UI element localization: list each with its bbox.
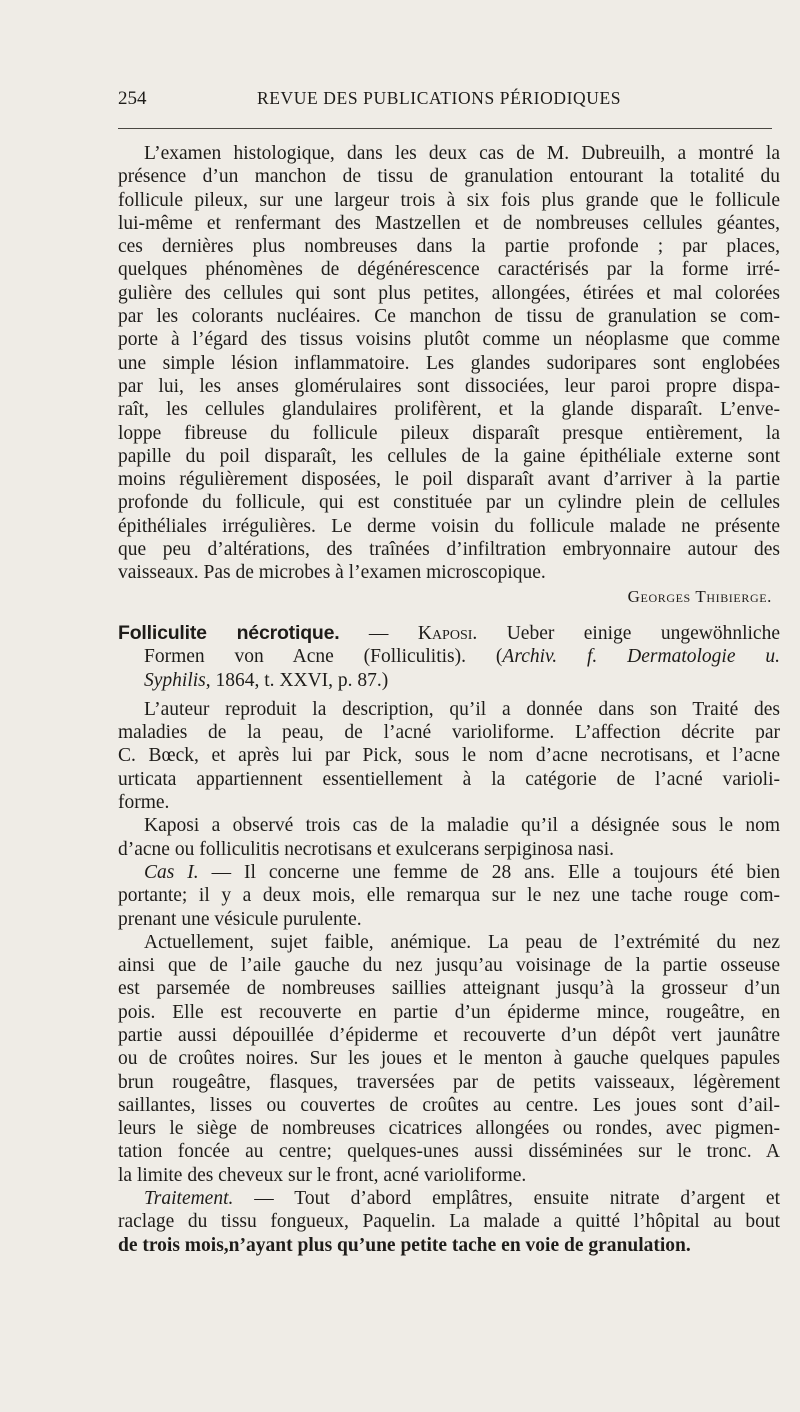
text-line: par lui, les anses glomérulaires sont dissociées, leur paroi propre dispa- — [118, 375, 780, 397]
text-line: leurs le siège de nombreuses cicatrices allongées ou rondes, avec pigmen- — [118, 1118, 780, 1140]
text-line: maladies de la peau, de l’acné varioliforme. L’affection décrite par — [118, 722, 780, 744]
text-line: la limite des cheveux sur le front, acné varioliforme. — [118, 1164, 527, 1186]
text-line: Actuellement, sujet faible, anémique. La peau de l’extrémité du nez — [144, 931, 780, 953]
citation-paren: ( — [495, 646, 503, 668]
text-line: quelques phénomènes de dégénérescence caractérisés par la forme irré- — [118, 259, 780, 281]
journal-name-cont: Syphilis — [144, 669, 206, 691]
text-line: lui-même et renfermant des Mastzellen et de nombreuses cellules géantes, — [118, 212, 780, 234]
text-line: gulière des cellules qui sont plus petites, allongées, étirées et mal colorées — [118, 282, 780, 304]
running-header — [118, 88, 778, 116]
text-line: que peu d’altérations, des traînées d’infiltration embryonnaire autour des — [118, 539, 780, 561]
paragraph-description — [118, 698, 780, 814]
text-line: follicule pileux, sur une largeur trois à six fois plus grande que le follicule — [118, 189, 780, 211]
author-signature: Georges Thibierge. — [627, 586, 772, 606]
text-line: Kaposi a observé trois cas de la maladie qu’il a désignée sous le nom — [144, 815, 780, 837]
citation-text: Ueber einige ungewöhnliche — [477, 622, 780, 644]
text-line: ces dernières plus nombreuses dans la partie profonde ; par places, — [118, 236, 780, 258]
text-line: partie aussi dépouillée d’épiderme et recouverte d’un dépôt vert jaunâtre — [118, 1024, 780, 1046]
text-line: raît, les cellules glandulaires prolifèrent, et la glande disparaît. L’enve- — [118, 399, 780, 421]
text-line: ou de croûtes noires. Sur les joues et le menton à gauche quelques papules — [118, 1048, 780, 1070]
text-line: ainsi que de l’aile gauche du nez jusqu’au voisinage de la partie osseuse — [118, 955, 780, 977]
text-line — [118, 1187, 780, 1210]
case-label: Cas I. — [144, 861, 199, 883]
citation-dash: — — [339, 622, 418, 644]
text-line: L’auteur reproduit la description, qu’il a donnée dans son Traité des — [144, 698, 780, 720]
text-line: C. Bœck, et après lui par Pick, sous le nom d’acne necrotisans, et l’acne — [118, 745, 780, 767]
text-line: par les colorants nucléaires. Ce manchon de tissu de granulation se com- — [118, 306, 780, 328]
spacer — [118, 608, 780, 622]
text-line: portante; il y a deux mois, elle remarqua sur le nez une tache rouge com- — [118, 885, 780, 907]
paragraph-cases — [118, 814, 780, 861]
page-body — [118, 142, 780, 1257]
text-line: tation foncée au centre; quelques-unes aussi disséminées sur le tronc. A — [118, 1141, 780, 1163]
text-line: est parsemée de nombreuses saillies atteignant jusqu’à la grosseur d’un — [118, 978, 780, 1000]
text-line: vaisseaux. Pas de microbes à l’examen microscopique. — [118, 562, 546, 584]
treatment-text: — Tout d’abord emplâtres, ensuite nitrate d’argent et — [233, 1188, 780, 1210]
text-line: de trois mois,n’ayant plus qu’une petite tache en voie de granulation. — [118, 1234, 691, 1256]
text-line: une simple lésion inflammatoire. Les glandes sudoripares sont englobées — [118, 352, 780, 374]
text-line: présence d’un manchon de tissu de granulation entourant la totalité du — [118, 166, 780, 188]
article-author: Kaposi. — [417, 622, 478, 644]
paragraph-findings — [118, 931, 780, 1187]
paragraph-treatment — [118, 1187, 780, 1257]
text-line: profonde du follicule, qui est constituée par un cylindre plein de cellules — [118, 492, 780, 514]
text-line: raclage du tissu fongueux, Paquelin. La malade a quitté l’hôpital au bout — [118, 1211, 780, 1233]
text-line: forme. — [118, 792, 170, 814]
header-rule — [118, 128, 772, 129]
text-line: porte à l’égard des tissus voisins plutôt comme un néoplasme que comme — [118, 329, 780, 351]
text-line: brun rougeâtre, flasques, traversées par de petits vaisseaux, légèrement — [118, 1071, 780, 1093]
text-line — [118, 861, 780, 884]
text-line: L’examen histologique, dans les deux cas de M. Dubreuilh, a montré la — [144, 143, 780, 164]
text-line: d’acne ou folliculitis necrotisans et exulcerans serpiginosa nasi. — [118, 838, 615, 860]
citation-text: Formen von Acne (Folliculitis). — [144, 646, 496, 668]
text-line: épithéliales irrégulières. Le derme voisin du follicule malade ne présente — [118, 515, 780, 537]
citation-text: , 1864, t. XXVI, p. 87.) — [205, 669, 389, 691]
case-text: — Il concerne une femme de 28 ans. Elle a toujours été bien — [198, 861, 780, 883]
text-line: urticata appartiennent essentiellement à la catégorie de l’acné varioli- — [118, 768, 780, 790]
journal-name: Archiv. f. Dermatologie u. — [502, 646, 781, 668]
text-line: prenant une vésicule purulente. — [118, 908, 362, 930]
paragraph-histology — [118, 142, 780, 585]
text-line: saillantes, lisses ou couvertes de croûtes au centre. Les joues sont d’ail- — [118, 1094, 780, 1116]
article-citation — [118, 622, 780, 692]
text-line: pois. Elle est recouverte en partie d’un épiderme mince, rougeâtre, en — [118, 1001, 780, 1023]
running-title: REVUE DES PUBLICATIONS PÉRIODIQUES — [257, 88, 622, 108]
treatment-label: Traitement. — [144, 1188, 234, 1210]
page-number: 254 — [118, 88, 147, 109]
text-line: papille du poil disparaît, les cellules de la gaine épithéliale externe sont — [118, 445, 780, 467]
article-title: Folliculite nécrotique. — [118, 621, 340, 644]
citation-line — [118, 622, 780, 645]
text-line: loppe fibreuse du follicule pileux disparaît presque entièrement, la — [118, 422, 780, 444]
citation-line — [118, 645, 780, 668]
paragraph-case-1 — [118, 861, 780, 931]
text-line: moins régulièrement disposées, le poil disparaît avant d’arriver à la partie — [118, 469, 780, 491]
citation-line — [118, 669, 780, 692]
